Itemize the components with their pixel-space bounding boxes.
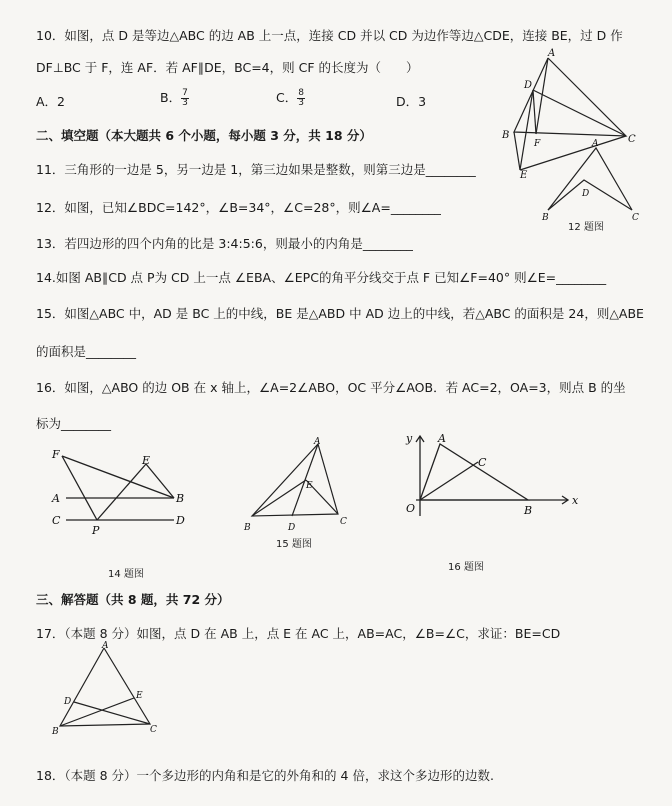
fig16-label-b: B xyxy=(524,504,533,517)
fig10-label-d: D xyxy=(524,80,533,91)
fig16-caption: 16 题图 xyxy=(448,562,484,573)
fig16-label-x: x xyxy=(572,494,579,507)
q10-line2: DF⊥BC 于 F，连 AF．若 AF∥DE，BC=4，则 CF 的长度为（ ） xyxy=(36,60,419,75)
fig17-label-c: C xyxy=(150,725,157,735)
fig14-caption: 14 题图 xyxy=(108,569,144,580)
section2-heading: 二、填空题（本大题共 6 个小题，每小题 3 分，共 18 分） xyxy=(36,128,372,143)
q15-line2: 的面积是________ xyxy=(36,344,137,359)
q10-option-b: B． $\frac{7}{3}$ xyxy=(160,88,188,108)
fig10-label-b: B xyxy=(502,130,510,141)
q16-line1: 16．如图，△ABO 的边 OB 在 x 轴上，∠A=2∠ABO，OC 平分∠AOB．若 AC=2，OA=3，则点 B 的坐 xyxy=(36,380,626,395)
fig15-label-e: E xyxy=(306,481,313,491)
q18-text: 18．（本题 8 分）一个多边形的内角和是它的外角和的 4 倍，求这个多边形的边数. xyxy=(36,768,494,783)
q16-line2: 标为________ xyxy=(36,416,112,431)
fig14-label-e: E xyxy=(142,454,151,467)
q14-text: 14.如图 AB∥CD 点 P为 CD 上一点 ∠EBA、∠EPC的角平分线交于点 F 已知∠F=40° 则∠E=________ xyxy=(36,270,607,285)
fig17-label-e: E xyxy=(136,691,143,701)
fig12-label-b: B xyxy=(542,213,549,223)
fig10-label-e: E xyxy=(520,170,528,181)
fig12-label-d: D xyxy=(582,189,590,199)
fig15-caption: 15 题图 xyxy=(276,539,312,550)
fig10-label-c: C xyxy=(628,134,636,145)
fig17-diagram xyxy=(52,641,162,737)
q13-text: 13．若四边形的四个内角的比是 3:4:5:6，则最小的内角是________ xyxy=(36,236,413,251)
fig15-label-d: D xyxy=(288,523,296,533)
section3-heading: 三、解答题（共 8 题，共 72 分） xyxy=(36,592,230,607)
fig14-diagram xyxy=(50,448,200,548)
fig14-label-f: F xyxy=(52,448,60,461)
fig16-diagram xyxy=(402,432,582,522)
fig17-label-d: D xyxy=(64,697,72,707)
fig12-label-a: A xyxy=(592,139,599,149)
fig12-diagram xyxy=(540,139,640,223)
fig14-label-c: C xyxy=(52,514,61,527)
q10-option-a: A．2 xyxy=(36,94,66,109)
q15-line1: 15．如图△ABC 中，AD 是 BC 上的中线，BE 是△ABD 中 AD 边上的中线，若△ABC 的面积是 24，则△ABE xyxy=(36,306,644,321)
fig10-label-a: A xyxy=(548,48,556,59)
fig16-label-a: A xyxy=(438,432,446,445)
fig17-label-b: B xyxy=(52,727,59,737)
fig14-label-p: P xyxy=(92,524,100,537)
fig14-label-a: A xyxy=(52,492,60,505)
q10-option-d: D．3 xyxy=(396,94,427,109)
fig16-label-o: O xyxy=(406,502,416,515)
fig14-label-d: D xyxy=(176,514,185,527)
q11-text: 11．三角形的一边是 5，另一边是 1，第三边如果是整数，则第三边是________ xyxy=(36,162,476,177)
fig15-label-a: A xyxy=(314,437,321,447)
fig16-label-y: y xyxy=(406,432,413,445)
fig17-label-a: A xyxy=(102,641,109,651)
fig15-label-b: B xyxy=(244,523,251,533)
q10-line1: 10．如图，点 D 是等边△ABC 的边 AB 上一点，连接 CD 并以 CD 为边作等边△CDE，连接 BE，过 D 作 xyxy=(36,28,623,43)
fig12-label-c: C xyxy=(632,213,639,223)
fig14-label-b: B xyxy=(176,492,185,505)
q17-text: 17．（本题 8 分）如图，点 D 在 AB 上，点 E 在 AC 上，AB=AC，∠B=∠C，求证：BE=CD xyxy=(36,626,561,641)
fig15-label-c: C xyxy=(340,517,347,527)
fig16-label-c: C xyxy=(478,456,487,469)
q10-option-c: C． $\frac{8}{3}$ xyxy=(276,88,304,108)
q12-text: 12．如图，已知∠BDC=142°，∠B=34°，∠C=28°，则∠A=________ xyxy=(36,200,441,215)
fig15-diagram xyxy=(244,437,354,535)
fig12-caption: 12 题图 xyxy=(568,222,604,233)
fig10-label-f: F xyxy=(534,139,541,149)
